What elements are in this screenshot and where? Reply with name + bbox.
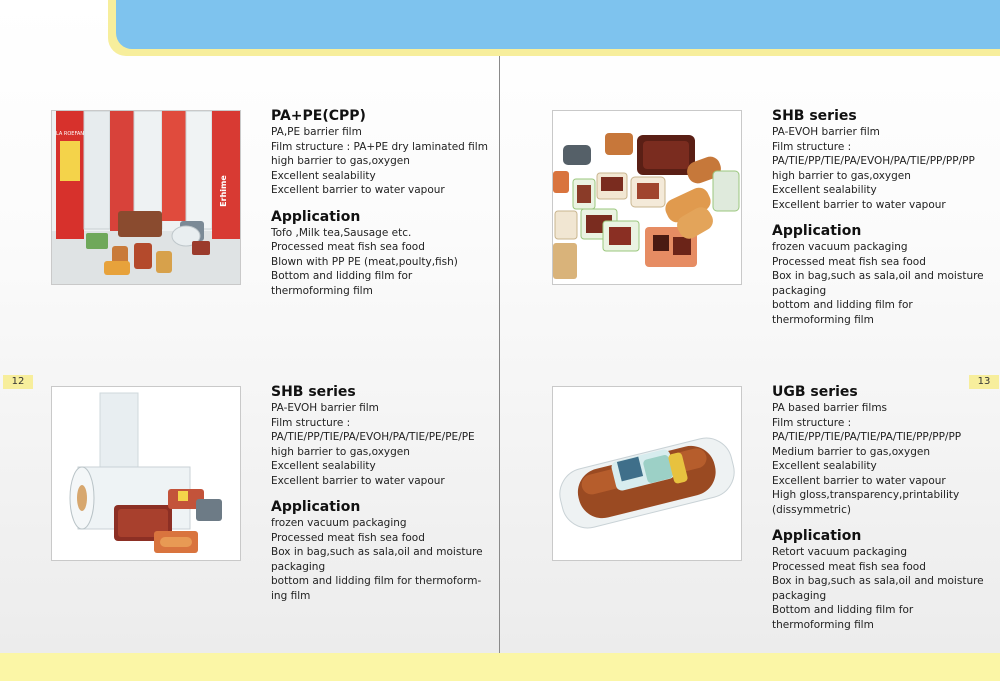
film-rolls-image [52,111,240,284]
product-title: PA+PE(CPP) [271,108,366,124]
spec-line: PA/TIE/PP/TIE/PA/EVOH/PA/TIE/PE/PE/PE [271,431,475,443]
product-photo-shb-right [552,110,742,285]
application-heading: Application [772,528,862,544]
application-line: Retort vacuum packaging [772,546,907,558]
product-photo-shb-left [51,386,241,561]
product-block-shb-right [772,107,984,327]
spec-line: high barrier to gas,oxygen [772,169,911,182]
spec-line: Film structure : [772,416,852,429]
spec-line: Excellent barrier to water vapour [271,184,445,196]
application-line: Processed meat fish sea food [271,241,425,253]
application-line: Processed meat fish sea food [772,560,926,573]
spec-line: PA/TIE/PP/TIE/PA/EVOH/PA/TIE/PP/PP/PP [772,155,975,167]
application-line: Tofo ,Milk tea,Sausage etc. [271,226,412,239]
spec-line: Medium barrier to gas,oxygen [772,445,930,458]
page-number-right: 13 [969,375,999,389]
spec-line: Excellent sealability [271,460,376,472]
spec-line: PA/TIE/PP/TIE/PA/TIE/PA/TIE/PP/PP/PP [772,431,962,443]
spec-line: Film structure : [271,416,351,429]
sausage-pack-image [553,387,741,560]
product-block-pa-pe [271,107,488,298]
spec-line: Excellent sealability [271,169,376,182]
application-heading: Application [772,223,862,239]
spec-line: High gloss,transparency,printability [772,489,960,501]
page-number-left: 12 [3,375,33,389]
spec-line: PA-EVOH barrier film [772,126,880,138]
spec-line: (dissymmetric) [772,503,851,516]
roll-brand-text-1: LA ROEFAN [55,131,85,137]
application-line: frozen vacuum packaging [772,241,908,253]
spec-line: high barrier to gas,oxygen [271,445,410,458]
application-line: Box in bag,such as sala,oil and moisture [271,546,483,558]
product-photo-ugb [552,386,742,561]
application-line: frozen vacuum packaging [271,517,407,529]
product-photo-pa-pe [51,110,241,285]
spec-line: Film structure : [772,140,852,153]
product-block-ugb [772,383,984,632]
application-line: packaging [772,589,827,602]
product-title: SHB series [772,108,857,124]
roll-brand-text-2: Erhime [219,175,228,207]
application-line: Blown with PP PE (meat,poulty,fish) [271,255,458,268]
product-title: SHB series [271,384,356,400]
application-line: thermoforming film [772,313,874,326]
application-heading: Application [271,208,361,225]
spec-line: PA,PE barrier film [271,126,362,138]
bottom-footer-band [0,653,1000,681]
application-line: Box in bag,such as sala,oil and moisture [772,575,984,587]
spec-line: Excellent barrier to water vapour [772,474,946,487]
spec-line: PA based barrier films [772,402,888,414]
spec-line: Excellent barrier to water vapour [271,474,445,487]
application-line: Processed meat fish sea food [772,255,926,268]
application-line: Processed meat fish sea food [271,531,425,544]
spec-line: high barrier to gas,oxygen [271,155,410,167]
application-line: Box in bag,such as sala,oil and moisture [772,270,984,282]
application-heading: Application [271,499,361,515]
spec-line: Excellent sealability [772,184,877,196]
product-block-shb-left [271,383,483,603]
application-line: ing film [271,589,311,602]
spec-line: Excellent barrier to water vapour [772,198,946,211]
application-line: packaging [772,284,827,297]
application-line: Bottom and lidding film for [772,604,914,616]
spec-line: Excellent sealability [772,460,877,472]
application-line: thermoforming film [772,618,874,631]
application-line: thermoforming film [271,284,373,297]
product-title: UGB series [772,384,858,400]
application-line: bottom and lidding film for [772,299,913,311]
application-line: Bottom and lidding film for [271,270,413,282]
vacuum-packs-image [553,111,741,284]
film-roll-image [52,387,240,560]
application-line: packaging [271,560,326,573]
spec-line: PA-EVOH barrier film [271,402,379,414]
spec-line: Film structure : PA+PE dry laminated film [271,140,488,153]
application-line: bottom and lidding film for thermoform- [271,575,482,587]
top-header-band [116,0,1000,49]
